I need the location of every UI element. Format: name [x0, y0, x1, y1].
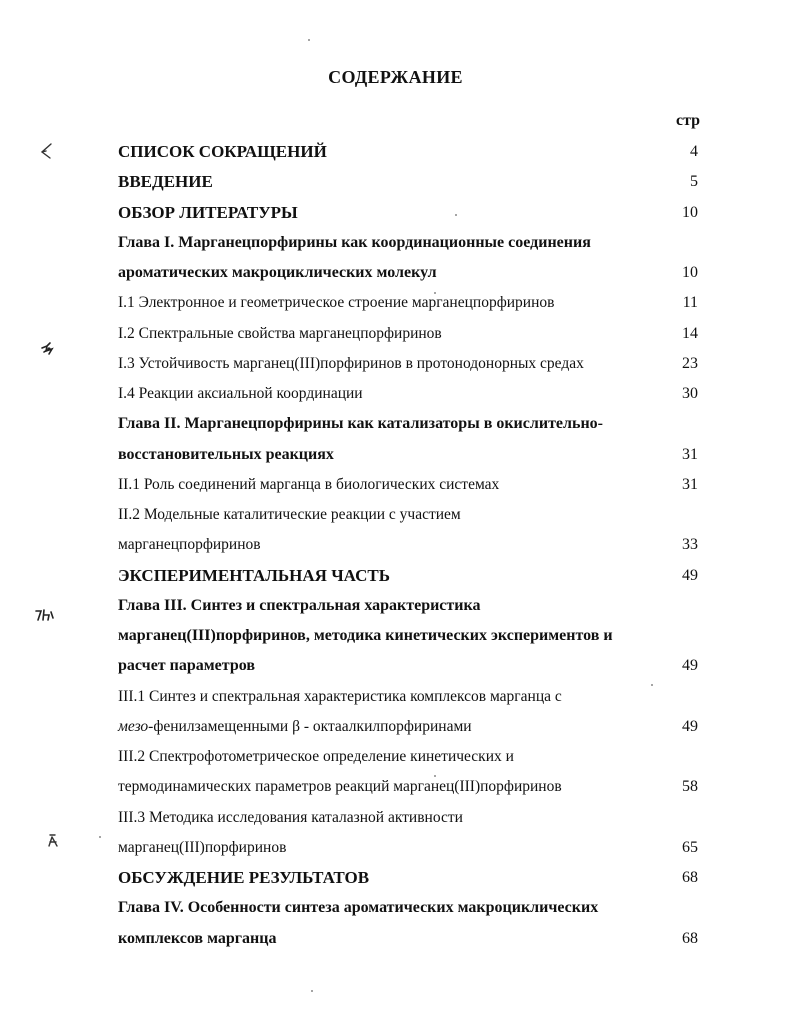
toc-entry-text: I.3 Устойчивость марганец(III)порфиринов в протонодонорных средах: [118, 354, 584, 372]
toc-line: [118, 803, 704, 833]
toc-entry-text: I.1 Электронное и геометрическое строение марганецпорфиринов: [118, 294, 555, 312]
page-title: СОДЕРЖАНИЕ: [328, 67, 463, 87]
toc-entry-text: марганецпорфиринов: [118, 536, 261, 554]
toc-page-number: 5: [690, 173, 698, 191]
toc-page-number: 49: [682, 566, 698, 584]
toc-line: [118, 863, 704, 893]
toc-line: [118, 530, 704, 560]
toc-entry-text: Глава I. Марганецпорфирины как координационные соединения: [118, 233, 591, 251]
scan-speck: [434, 775, 436, 777]
toc-entry-text: марганец(III)порфиринов, методика кинетических экспериментов и: [118, 627, 613, 644]
margin-scribble-1-icon: [38, 142, 54, 160]
toc-page-number: 68: [682, 929, 698, 947]
scan-speck: [651, 684, 653, 686]
toc-line: [118, 651, 704, 681]
toc-entry-text: ОБЗОР ЛИТЕРАТУРЫ: [118, 202, 298, 222]
toc-page-number: 11: [682, 294, 698, 312]
toc-entry-text: ароматических макроциклических молекул: [118, 264, 437, 281]
toc-entry-text: I.2 Спектральные свойства марганецпорфиринов: [118, 324, 442, 342]
toc-page-number: 33: [682, 536, 698, 554]
toc-entry-text: III.2 Спектрофотометрическое определение кинетических и: [118, 748, 514, 765]
toc-page-number: 14: [682, 324, 698, 342]
margin-scribble-2-icon: [38, 340, 58, 360]
toc-line: [118, 319, 704, 349]
toc-line: [118, 228, 704, 258]
toc-entry-text: Глава III. Синтез и спектральная характеристика: [118, 596, 481, 614]
toc-line: [118, 561, 704, 591]
toc-line: [118, 288, 704, 318]
toc-entry-italic: мезо: [118, 717, 149, 735]
toc-line: [118, 440, 704, 470]
scan-speck: [308, 39, 310, 41]
toc-page-number: 10: [682, 264, 698, 281]
toc-entry-text: комплексов марганца: [118, 929, 277, 947]
toc-entry-rest: -фенилзамещенными β - октаалкилпорфиринами: [148, 717, 472, 735]
toc-line: [118, 137, 704, 167]
toc-entry-text: [118, 712, 472, 742]
toc-line: [118, 772, 704, 802]
toc-line: [118, 591, 704, 621]
toc-line: [118, 409, 704, 439]
toc-entry-text: II.2 Модельные каталитические реакции с участием: [118, 506, 461, 523]
toc-entry-text: восстановительных реакциях: [118, 445, 334, 463]
toc-page-number: 58: [682, 778, 698, 796]
toc-line: [118, 258, 704, 288]
toc-page-number: 4: [690, 143, 698, 160]
scan-speck: [99, 836, 101, 838]
toc-line: [118, 379, 704, 409]
scan-speck: [455, 214, 457, 216]
table-of-contents: [118, 137, 704, 954]
toc-line: [118, 349, 704, 379]
toc-line: [118, 167, 704, 197]
toc-line: [118, 833, 704, 863]
toc-line: [118, 742, 704, 772]
page-column-header: стр: [676, 112, 701, 129]
toc-line: [118, 712, 704, 742]
toc-line: [118, 893, 704, 923]
toc-page-number: 49: [682, 657, 698, 675]
toc-entry-text: ОБСУЖДЕНИЕ РЕЗУЛЬТАТОВ: [118, 868, 370, 887]
toc-line: [118, 621, 704, 651]
toc-line: [118, 470, 704, 500]
toc-line: [118, 198, 704, 228]
toc-page-number: 68: [682, 869, 698, 886]
toc-entry-text: ЭКСПЕРИМЕНТАЛЬНАЯ ЧАСТЬ: [118, 565, 390, 585]
toc-page-number: 23: [682, 354, 698, 372]
toc-line: [118, 682, 704, 712]
toc-entry-text: II.1 Роль соединений марганца в биологических системах: [118, 475, 500, 493]
toc-entry-text: Глава IV. Особенности синтеза ароматических макроциклических: [118, 899, 599, 917]
toc-entry-text: расчет параметров: [118, 657, 255, 675]
toc-line: [118, 924, 704, 954]
margin-scribble-3-icon: [33, 606, 57, 626]
toc-page-number: 10: [682, 203, 698, 221]
toc-entry-text: термодинамических параметров реакций марганец(III)порфиринов: [118, 778, 562, 796]
toc-entry-text: I.4 Реакции аксиальной координации: [118, 385, 363, 402]
toc-page-number: 31: [682, 475, 698, 493]
margin-scribble-4-icon: [45, 832, 61, 850]
toc-entry-text: ВВЕДЕНИЕ: [118, 172, 213, 192]
scan-speck: [434, 292, 436, 294]
toc-entry-text: III.1 Синтез и спектральная характеристика комплексов марганца с: [118, 687, 562, 705]
toc-entry-text: Глава II. Марганецпорфирины как катализаторы в окислительно-: [118, 415, 604, 433]
toc-entry-text: марганец(III)порфиринов: [118, 838, 287, 856]
toc-line: [118, 500, 704, 530]
toc-page-number: 49: [682, 717, 698, 735]
scan-speck: [311, 990, 313, 992]
toc-entry-text: СПИСОК СОКРАЩЕНИЙ: [118, 142, 327, 161]
toc-page-number: 30: [682, 385, 698, 402]
toc-page-number: 65: [682, 838, 698, 856]
toc-entry-text: III.3 Методика исследования каталазной активности: [118, 808, 463, 826]
toc-page-number: 31: [682, 445, 698, 463]
